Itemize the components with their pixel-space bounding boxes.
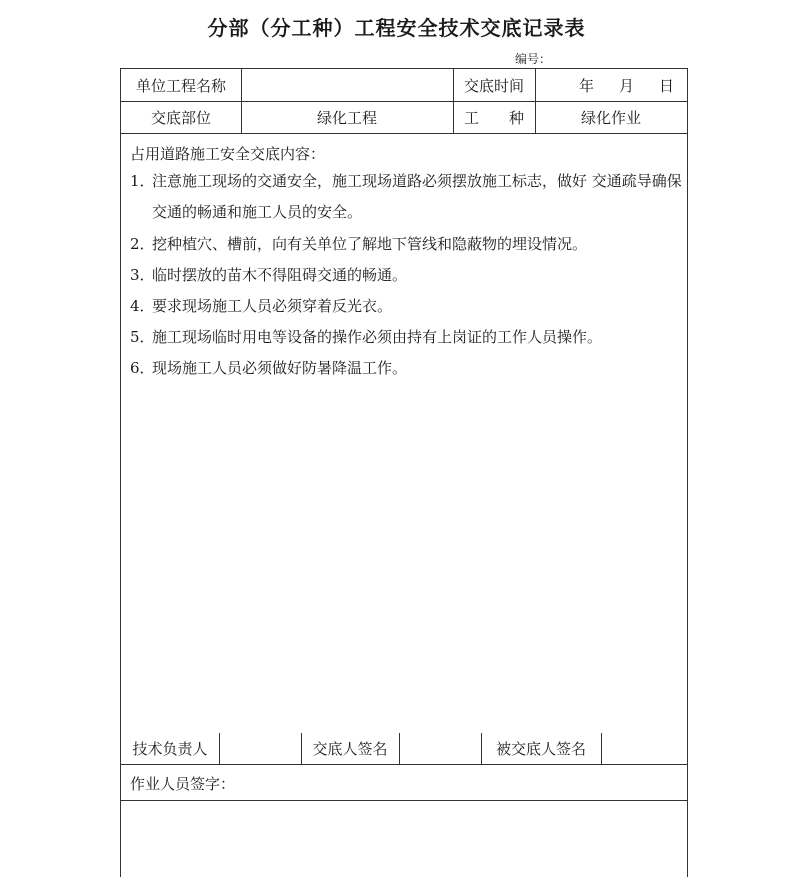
signature-row [121,733,687,765]
workers-signature-area[interactable] [121,765,687,877]
location-label: 交底部位 [150,108,211,127]
disclosure-content [121,134,687,801]
unit-project-field[interactable] [241,69,453,101]
header-row-2 [121,101,687,134]
receiver-signature-field[interactable] [601,733,687,764]
date-label: 交底时间 [463,76,524,95]
item-number: 4． [130,297,155,315]
item-text: 施工现场临时用电等设备的操作必须由持有上岗证的工作人员操作。 [152,328,603,346]
content-heading: 占用道路施工安全交底内容： [130,145,326,163]
item-number: 6． [130,359,155,377]
serial-number-label: 编号： [515,52,552,66]
date-month-label: 月 [619,76,635,95]
form-title: 分部（分工种）工程安全技术交底记录表 [207,16,586,40]
item-text: 挖种植穴、槽前，向有关单位了解地下管线和隐蔽物的埋设情况。 [152,235,588,253]
item-text: 要求现场施工人员必须穿着反光衣。 [152,297,393,315]
location-field[interactable]: 绿化工程 [316,108,377,127]
presenter-label: 交底人签名 [312,740,388,758]
date-day-label: 日 [659,76,675,95]
date-field[interactable] [535,69,687,101]
item-text: 注意施工现场的交通安全，施工现场道路必须摆放施工标志，做好 交通疏导确保交通的畅通和施工人员的安全。 [152,172,682,221]
item-number: 2． [130,235,155,253]
presenter-signature-field[interactable] [399,733,481,764]
item-text: 现场施工人员必须做好防暑降温工作。 [152,359,408,377]
tech-lead-label: 技术负责人 [132,740,208,758]
trade-field[interactable]: 绿化作业 [580,108,641,127]
item-number: 1． [130,172,155,190]
item-number: 5． [130,328,155,346]
trade-label: 工 种 [463,108,524,127]
tech-lead-signature-field[interactable] [219,733,301,764]
unit-project-label: 单位工程名称 [135,76,226,95]
header-row-1 [121,69,687,102]
item-text: 临时摆放的苗木不得阻碍交通的畅通。 [152,266,408,284]
workers-signature-label: 作业人员签字： [130,775,236,793]
date-year-label: 年 [579,76,595,95]
item-number: 3． [130,266,155,284]
receiver-label: 被交底人签名 [495,740,586,758]
disclosure-record-table [120,68,688,877]
